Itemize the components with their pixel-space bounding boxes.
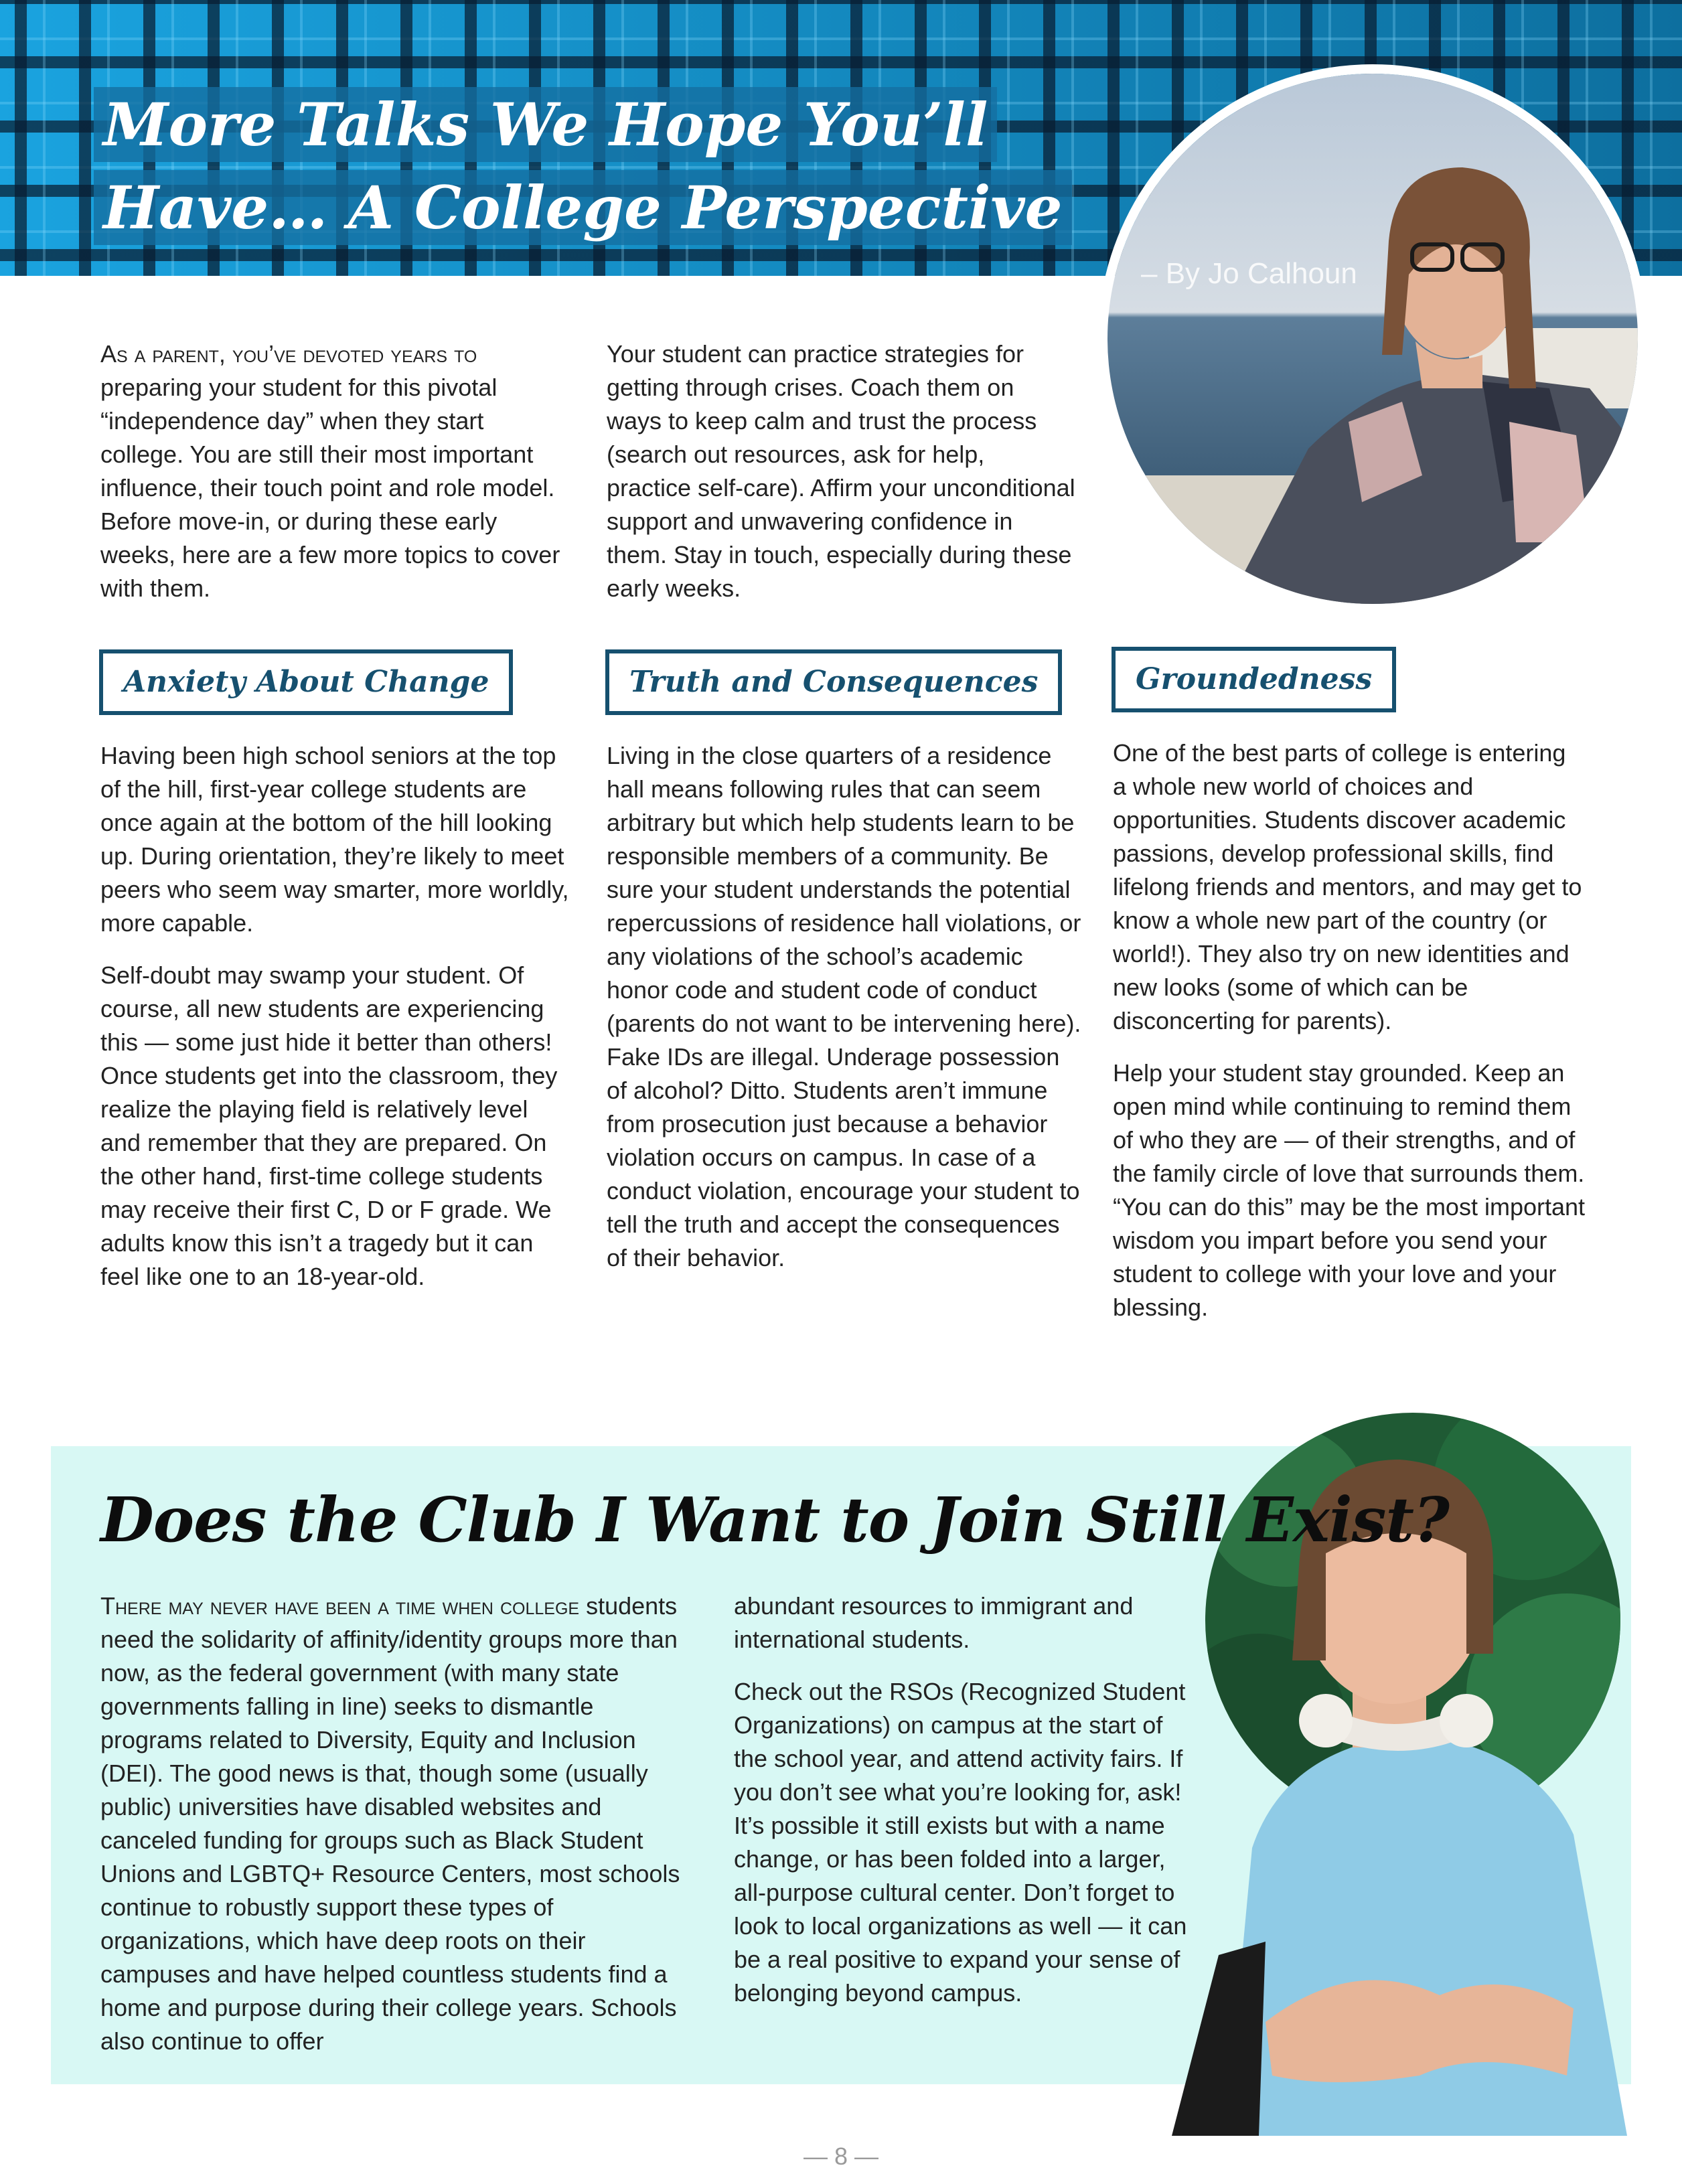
club-column-1 [100, 1589, 690, 2077]
subhead-groundedness: Groundedness [1112, 647, 1396, 712]
intro-column-2-text: Your student can practice strategies for getting through crises. Coach them on ways to keep calm and trust the process (search out resources, ask for help, practice self-care). Affirm your unconditional support and unwavering confidence in them. Stay in touch, especially during these early weeks. [607, 340, 1075, 602]
club-column-1-body: students need the solidarity of affinity/identity groups more than now, as the federal government (with many state governments falling in line) seeks to dismantle programs related to Diversity, Equity and Inclusion (DEI). The good news is that, though some (usually public) universities have disabled websites and canceled funding for groups such as Black Student Unions and LGBTQ+ Resource Centers, most schools continue to robustly support these types of organizations, which have deep roots on their campuses and have helped countless students find a home and purpose during their college years. Schools also continue to offer [100, 1592, 680, 2055]
club-column-2-paragraph-1: abundant resources to immigrant and international students. [734, 1592, 1134, 1653]
subhead-anxiety: Anxiety About Change [99, 649, 513, 715]
intro-column-1 [100, 337, 569, 624]
anxiety-column [100, 739, 569, 1312]
intro-column-2 [607, 337, 1075, 624]
subhead-truth: Truth and Consequences [605, 649, 1062, 715]
intro-body: preparing your student for this pivotal “independence day” when they start college. You are still their most important influence, their touch point and role model. Before move-in, or during these early weeks, here are a few more topics to cover with them. [100, 374, 560, 602]
intro-lead: As a parent, you’ve devoted years to [100, 340, 477, 368]
anxiety-paragraph-2: Self-doubt may swamp your student. Of course, all new students are experiencing this — some just hide it better than others! Once students get into the classroom, they realize the playing field is relatively level and remember that they are prepared. On the other hand, first-time college students may receive their first C, D or F grade. We adults know this isn’t a tragedy but it can feel like one to an 18-year-old. [100, 961, 558, 1290]
page-number: — 8 — [803, 2142, 879, 2170]
girl-illustration [1107, 74, 1638, 604]
article-title-line-2: Have… A College Perspective [94, 170, 1072, 245]
club-column-2-paragraph-2: Check out the RSOs (Recognized Student Organizations) on campus at the start of the school year, and attend activity fairs. If you don’t see what you’re looking for, ask! It’s possible it still exists but with a name change, or has been folded into a larger, all-purpose cultural center. Don’t forget to look to local organizations as well — it can be a real positive to expand your sense of belonging beyond campus. [734, 1678, 1187, 2007]
byline: – By Jo Calhoun [1141, 257, 1357, 290]
truth-paragraph-1: Living in the close quarters of a residence hall means following rules that can seem arbitrary but which help students learn to be responsible members of a community. Be sure your student understands the potential repercussions of residence hall violations, or any violations of the school’s academic honor code and student code of conduct (parents do not want to be intervening here). Fake IDs are illegal. Underage possession of alcohol? Ditto. Students aren’t immune from prosecution just because a behavior violation occurs on campus. In case of a conduct violation, encourage your student to tell the truth and accept the consequences of their behavior. [607, 742, 1081, 1271]
club-headline: Does the Club I Want to Join Still Exist? [100, 1484, 1449, 1556]
groundedness-paragraph-2: Help your student stay grounded. Keep an open mind while continuing to remind them of who they are — of their strengths, and of the family circle of love that surrounds them. “You can do this” may be the most important wisdom you impart before you send your student to college with your love and your blessing. [1113, 1059, 1586, 1321]
girl-by-sea-photo [1098, 64, 1647, 613]
groundedness-column [1113, 736, 1586, 1343]
groundedness-paragraph-1: One of the best parts of college is entering a whole new world of choices and opportunities. Students discover academic passions, develop professional skills, find lifelong friends and mentors, and may get to know a whole new part of the country (or world!). They also try on new identities and new looks (some of which can be disconcerting for parents). [1113, 739, 1582, 1034]
club-column-2 [734, 1589, 1203, 2029]
club-lead: There may never have been a time when college [100, 1592, 580, 1620]
anxiety-paragraph-1: Having been high school seniors at the top of the hill, first-year college students are once again at the bottom of the hill looking up. During orientation, they’re likely to meet peers who seem way smarter, more worldly, more capable. [100, 742, 569, 937]
truth-column [607, 739, 1082, 1294]
article-title-line-1: More Talks We Hope You’ll [94, 87, 997, 162]
